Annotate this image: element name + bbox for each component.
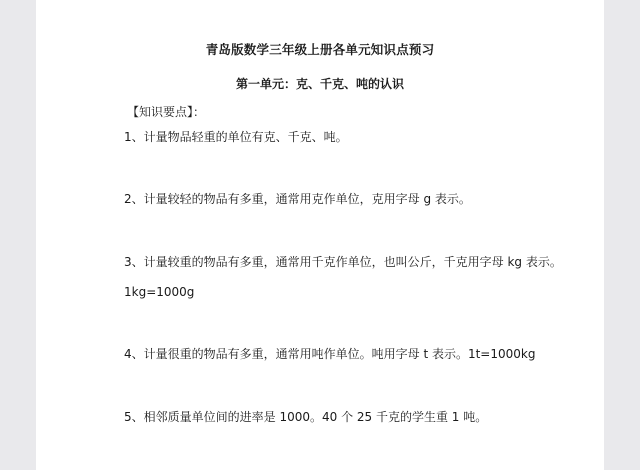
- knowledge-point-5: 5、相邻质量单位间的进率是 1000。40 个 25 千克的学生重 1 吨。: [124, 410, 488, 424]
- knowledge-point-2: 2、计量较轻的物品有多重，通常用克作单位，克用字母 g 表示。: [124, 192, 471, 206]
- knowledge-point-1: 1、计量物品轻重的单位有克、千克、吨。: [124, 130, 348, 144]
- knowledge-point-4: 4、计量很重的物品有多重，通常用吨作单位。吨用字母 t 表示。1t=1000kg: [124, 347, 536, 361]
- unit-heading: 第一单元：克、千克、吨的认识: [235, 77, 404, 91]
- conversion-formula: 1kg=1000g: [124, 285, 195, 299]
- knowledge-point-3: 3、计量较重的物品有多重，通常用千克作单位，也叫公斤，千克用字母 kg 表示。: [124, 255, 562, 269]
- document-page: [36, 0, 604, 470]
- document-title: 青岛版数学三年级上册各单元知识点预习: [205, 42, 435, 57]
- section-label: 【知识要点】：: [127, 105, 206, 119]
